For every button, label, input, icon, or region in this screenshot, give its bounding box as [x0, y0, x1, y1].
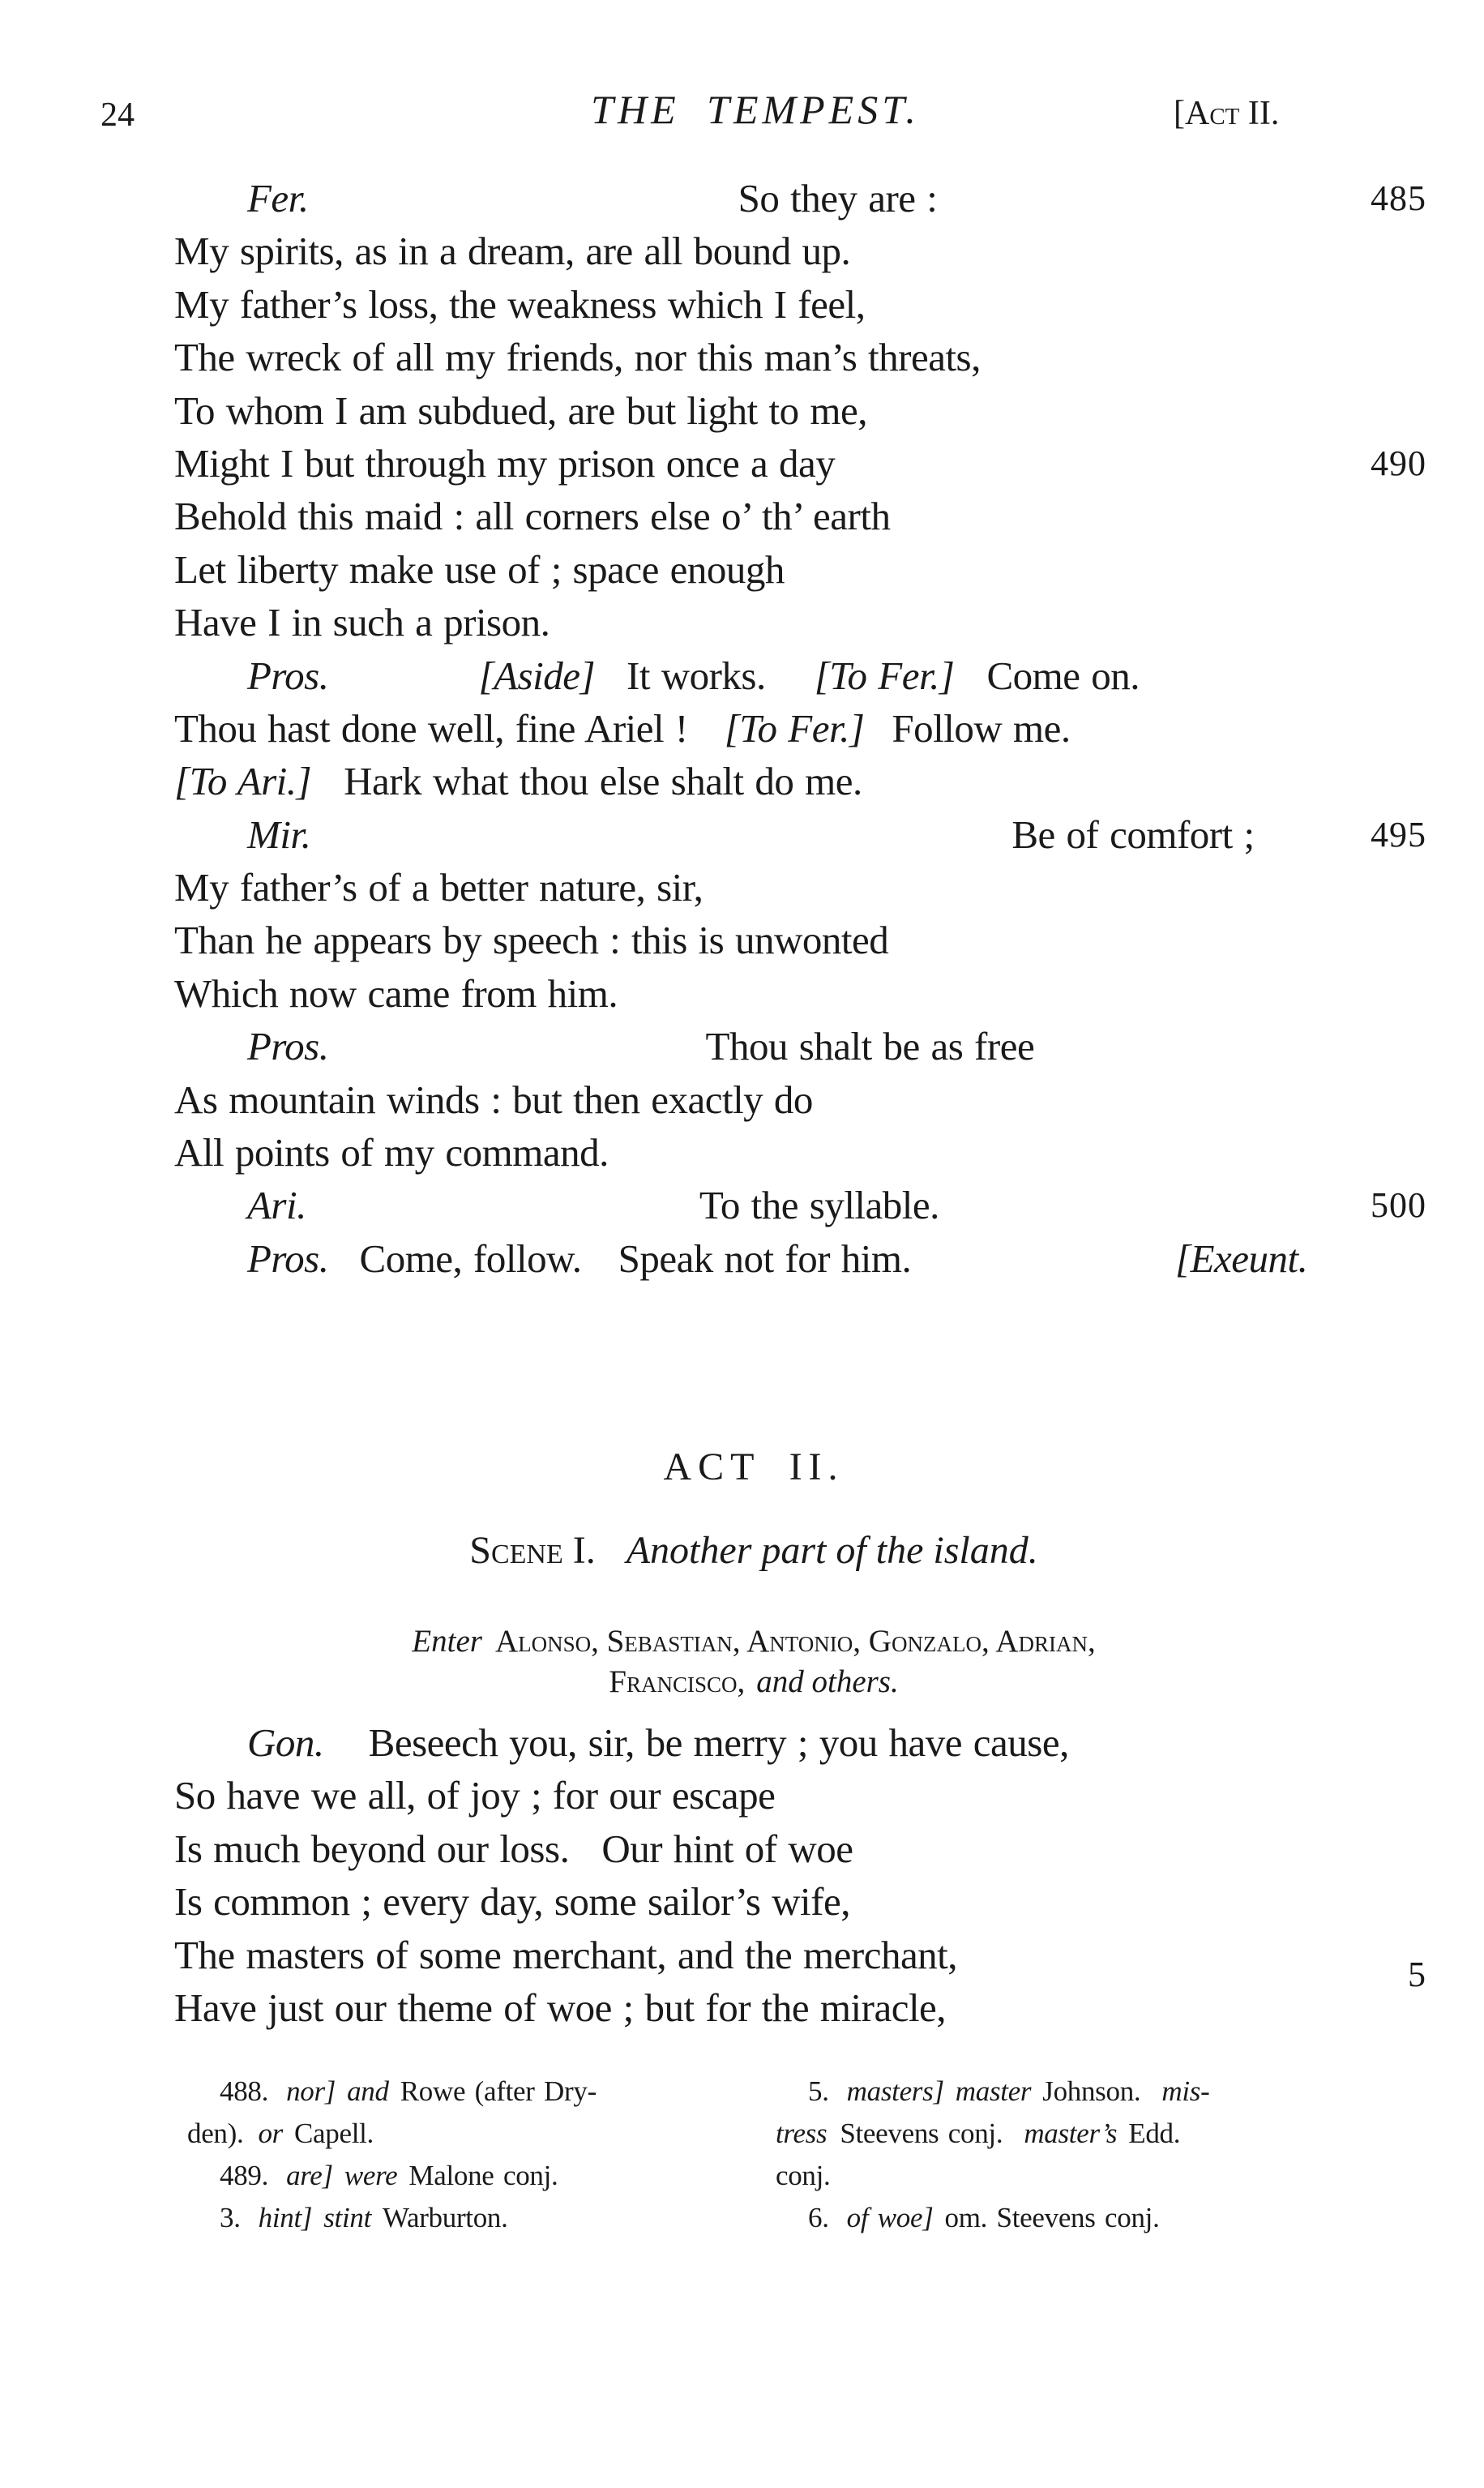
- verse-line: [174, 1073, 1439, 1126]
- verse-line: [174, 1020, 1439, 1073]
- lemma-text: masters]: [846, 2075, 944, 2107]
- text-segment: Capell.: [293, 2118, 374, 2149]
- text-segment: Be of comfort ;: [1011, 811, 1255, 857]
- running-title: THE TEMPEST.: [591, 87, 920, 132]
- footnote-ref-number: 488.: [220, 2075, 269, 2107]
- text-segment: and: [347, 2075, 389, 2107]
- speaker-abbreviation: Fer.: [247, 176, 309, 221]
- footnotes-left-column: [187, 2070, 755, 2239]
- lemma-text: are]: [286, 2160, 333, 2191]
- stage-direction: [Aside]: [478, 653, 596, 698]
- text-segment: To the syllable.: [699, 1183, 939, 1228]
- text-segment: Which now came from him.: [174, 970, 618, 1016]
- scene-heading-line: [97, 1528, 1410, 1573]
- verse-line: [174, 755, 1439, 807]
- text-segment: Rowe (after Dry-: [400, 2075, 597, 2107]
- verse-line: [174, 1716, 1439, 1769]
- verse-line: [174, 1822, 1439, 1875]
- verse-line: [174, 278, 1439, 331]
- text-segment: or: [258, 2118, 283, 2149]
- text-segment: Malone conj.: [408, 2160, 558, 2191]
- verse-block-act1-scene2: [174, 172, 1439, 1285]
- stage-direction-line: [97, 1662, 1410, 1702]
- text-segment: Francisco,: [609, 1664, 746, 1699]
- line-number: 495: [1371, 814, 1426, 854]
- stage-direction: [To Fer.]: [814, 653, 955, 698]
- text-segment: It works.: [627, 653, 766, 698]
- speaker-abbreviation: Pros.: [247, 1235, 329, 1281]
- verse-line: [174, 1769, 1439, 1822]
- footnote-line: [187, 2155, 755, 2197]
- text-segment: All points of my command.: [174, 1130, 609, 1175]
- stage-direction: [To Fer.]: [724, 705, 865, 751]
- speaker-abbreviation: Pros.: [247, 653, 329, 698]
- verse-line: [174, 225, 1439, 277]
- footnote-line: [187, 2113, 755, 2155]
- text-segment: The wreck of all my friends, nor this man’s threats,: [174, 335, 981, 380]
- text-segment: Let liberty make use of ; space enough: [174, 546, 785, 592]
- text-segment: conj.: [776, 2160, 831, 2191]
- act-heading: ACT II.: [663, 1445, 845, 1488]
- line-number: 485: [1371, 178, 1426, 218]
- text-segment: Scene I.: [469, 1529, 596, 1572]
- lemma-text: hint]: [258, 2202, 313, 2233]
- text-segment: Is common ; every day, some sailor’s wife,: [174, 1879, 850, 1925]
- line-number: 490: [1371, 443, 1426, 483]
- text-segment: The masters of some merchant, and the merchant,: [174, 1932, 958, 1977]
- text-segment: Might I but through my prison once a day: [174, 440, 836, 486]
- footnote-line: [187, 2197, 755, 2239]
- verse-line: [174, 1981, 1439, 2034]
- verse-line: [174, 331, 1439, 383]
- text-segment: Come on.: [986, 653, 1140, 698]
- text-segment: As mountain winds : but then exactly do: [174, 1077, 813, 1122]
- line-number: 5: [1408, 1954, 1426, 1994]
- text-segment: Alonso, Sebastian, Antonio, Gonzalo, Adrian,: [494, 1624, 1096, 1659]
- lemma-text: nor]: [286, 2075, 336, 2107]
- verse-line: [174, 702, 1439, 755]
- text-segment: Thou shalt be as free: [705, 1024, 1035, 1069]
- text-segment: master’s: [1024, 2118, 1118, 2149]
- text-segment: Come, follow.: [359, 1235, 582, 1281]
- text-segment: tress: [776, 2118, 828, 2149]
- text-segment: Follow me.: [892, 705, 1071, 751]
- text-segment: Warburton.: [383, 2202, 508, 2233]
- footnote-ref-number: 5.: [808, 2075, 829, 2107]
- verse-line: [174, 543, 1439, 596]
- text-segment: Than he appears by speech : this is unwonted: [174, 918, 889, 963]
- verse-line: [174, 1179, 1439, 1231]
- verse-line: [174, 1929, 1439, 1994]
- text-segment: Have just our theme of woe ; but for the miracle,: [174, 1985, 947, 2030]
- lemma-text: of woe]: [846, 2202, 934, 2233]
- verse-line: [174, 649, 1439, 702]
- text-segment: My father’s loss, the weakness which I feel,: [174, 281, 866, 327]
- verse-line: [174, 1232, 1439, 1285]
- text-segment: Edd.: [1128, 2118, 1181, 2149]
- verse-line: [174, 914, 1439, 966]
- text-segment: Our hint of woe: [601, 1826, 853, 1871]
- speaker-abbreviation: Gon.: [247, 1720, 324, 1765]
- verse-line: [174, 172, 1439, 225]
- text-segment: mis-: [1161, 2075, 1210, 2107]
- text-segment: Another part of the island.: [626, 1529, 1038, 1572]
- verse-line: [174, 384, 1439, 437]
- text-segment: Steevens conj.: [840, 2118, 1003, 2149]
- verse-line: [174, 808, 1439, 861]
- footnote-ref-number: 489.: [220, 2160, 269, 2191]
- text-segment: So have we all, of joy ; for our escape: [174, 1773, 776, 1818]
- stage-direction: [To Ari.]: [174, 759, 312, 804]
- footnotes-right-column: [776, 2070, 1343, 2239]
- text-segment: Beseech you, sir, be merry ; you have cause,: [368, 1720, 1069, 1765]
- text-segment: Speak not for him.: [618, 1235, 912, 1281]
- speaker-abbreviation: Ari.: [247, 1183, 306, 1228]
- footnote-line: [187, 2070, 755, 2113]
- text-segment: Is much beyond our loss.: [174, 1826, 570, 1871]
- verse-line: [174, 490, 1439, 542]
- page-number: 24: [101, 96, 135, 134]
- text-segment: Behold this maid : all corners else o’ th’ earth: [174, 494, 891, 539]
- verse-line: [174, 967, 1439, 1020]
- text-segment: om. Steevens conj.: [944, 2202, 1160, 2233]
- verse-line: [174, 1126, 1439, 1179]
- text-segment: To whom I am subdued, are but light to me,: [174, 388, 868, 433]
- speaker-abbreviation: Mir.: [247, 811, 311, 857]
- footnote-line: [776, 2070, 1343, 2113]
- verse-line: [174, 1875, 1439, 1928]
- text-segment: So they are :: [738, 176, 938, 221]
- line-number: 500: [1371, 1185, 1426, 1226]
- stage-direction-line: [97, 1621, 1410, 1662]
- text-segment: Have I in such a prison.: [174, 600, 550, 645]
- text-segment: Enter: [412, 1624, 482, 1659]
- text-segment: master: [955, 2075, 1032, 2107]
- footnote-line: [776, 2155, 1343, 2197]
- running-act-label: [Act II.: [1174, 95, 1280, 132]
- text-segment: were: [344, 2160, 398, 2191]
- text-segment: and others.: [756, 1664, 899, 1699]
- speaker-abbreviation: Pros.: [247, 1024, 329, 1069]
- text-segment: stint: [323, 2202, 372, 2233]
- verse-line: [174, 861, 1439, 914]
- footnote-line: [776, 2113, 1343, 2155]
- footnote-ref-number: 3.: [220, 2202, 241, 2233]
- text-segment: My father’s of a better nature, sir,: [174, 865, 704, 910]
- text-segment: My spirits, as in a dream, are all bound up.: [174, 229, 851, 274]
- text-segment: den).: [187, 2118, 244, 2149]
- footnote-line: [776, 2197, 1343, 2239]
- stage-direction: [Exeunt.: [1175, 1235, 1308, 1281]
- verse-line: [174, 596, 1439, 649]
- text-segment: Thou hast done well, fine Ariel !: [174, 705, 688, 751]
- text-segment: Johnson.: [1042, 2075, 1141, 2107]
- verse-block-act2-scene1: [174, 1716, 1439, 2034]
- footnote-ref-number: 6.: [808, 2202, 829, 2233]
- text-segment: Hark what thou else shalt do me.: [344, 759, 862, 804]
- verse-line: [174, 437, 1439, 490]
- stage-direction-entry: [97, 1621, 1410, 1702]
- scene-heading: [97, 1528, 1410, 1573]
